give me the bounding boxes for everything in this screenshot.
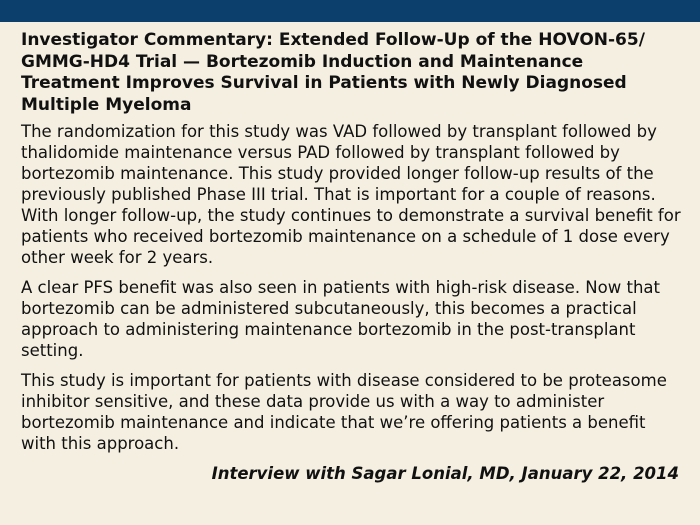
commentary-paragraph-2: A clear PFS benefit was also seen in patients with high-risk disease. Now that bortezomib can be administered subcutaneously, this becomes a practical approach to administering maintenance bortezomib in the post-transplant setting. <box>21 278 660 360</box>
commentary-paragraph-1: The randomization for this study was VAD followed by transplant followed by thalidomide maintenance versus PAD followed by transplant followed by bortezomib maintenance. This study provided longer follow-up results of the previously published Phase III trial. That is important for a couple of reasons. With longer follow-up, the study continues to demonstrate a survival benefit for patients who received bortezomib maintenance on a schedule of 1 dose every other week for 2 years. <box>21 122 681 267</box>
interview-attribution: Interview with Sagar Lonial, MD, January 22, 2014 <box>211 464 679 483</box>
slide-title: Investigator Commentary: Extended Follow-Up of the HOVON-65/ GMMG-HD4 Trial — Bortezomib Induction and Maintenance Treatment Improves Survival in Patients with Newly Diagnosed Multiple Myeloma <box>21 30 645 115</box>
commentary-paragraph-3: This study is important for patients with disease considered to be proteasome inhibitor sensitive, and these data provide us with a way to administer bortezomib maintenance and indicate that we’re offering patients a benefit with this approach. <box>21 371 667 453</box>
header-bar <box>0 0 700 22</box>
slide-content <box>21 30 683 484</box>
